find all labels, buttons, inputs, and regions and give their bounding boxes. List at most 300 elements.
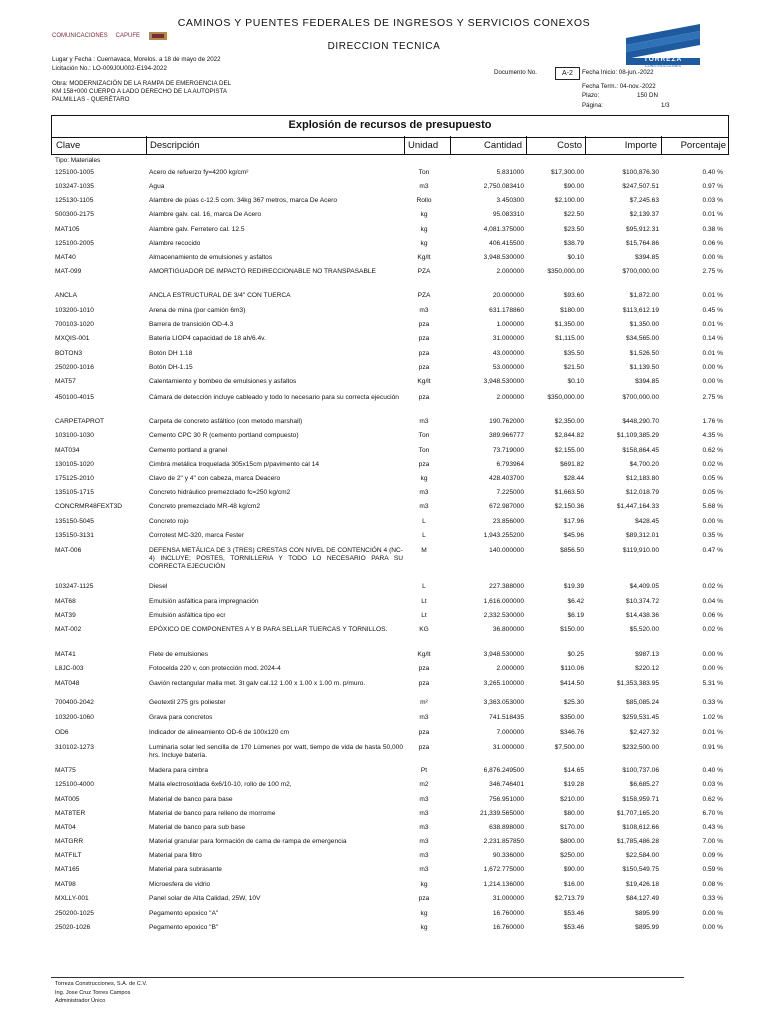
cell-cant: 31.000000 — [492, 744, 524, 751]
cell-un: kg — [420, 475, 428, 482]
cell-desc: Barrera de transición OD-4.3 — [149, 321, 234, 328]
header-importe: Importe — [624, 140, 657, 151]
cell-costo: $250.00 — [560, 852, 584, 859]
cell-imp: $1,872.00 — [629, 292, 659, 299]
cell-costo: $16.00 — [563, 881, 584, 888]
cell-un: Kg/lt — [417, 651, 431, 658]
cell-costo: $38.79 — [563, 240, 584, 247]
cell-clave: MAT75 — [55, 767, 76, 774]
cell-imp: $100,737.06 — [622, 767, 659, 774]
cell-cant: 21,339.565000 — [479, 810, 524, 817]
cell-imp: $22,584.00 — [625, 852, 659, 859]
cell-un: L — [422, 518, 426, 525]
cell-un: pza — [418, 461, 430, 468]
cell-pct: 7.00 % — [702, 838, 723, 845]
cell-un: Ton — [418, 432, 430, 439]
cell-cant: 53.000000 — [492, 364, 524, 371]
obra-line-2: KM 158+000 CUERPO A LADO DERECHO DE LA AUTOPISTA — [52, 88, 227, 95]
cell-un: m3 — [419, 183, 429, 190]
cell-desc: Geotextil 275 grs poliester — [149, 699, 226, 706]
cell-pct: 0.03 % — [702, 197, 723, 204]
cell-cant: 36.800000 — [492, 626, 524, 633]
cell-pct: 5.68 % — [702, 503, 723, 510]
cell-desc: Microesfera de vidrio — [149, 881, 211, 888]
cell-costo: $53.46 — [563, 910, 584, 917]
cell-imp: $89,312.01 — [625, 532, 659, 539]
cell-un: kg — [420, 240, 428, 247]
cell-cant: 5.831000 — [496, 169, 524, 176]
cell-un: Lt — [421, 598, 427, 605]
cell-cant: 3.450300 — [496, 197, 524, 204]
cell-clave: 25020-1026 — [55, 924, 91, 931]
cell-desc: Madera para cimbra — [149, 767, 209, 774]
cell-pct: 0.05 % — [702, 475, 723, 482]
cell-cant: 7.000000 — [496, 729, 524, 736]
cell-desc: Almacenamiento de emulsiones y asfaltos — [149, 254, 273, 261]
plazo-label: Plazo: — [582, 92, 600, 99]
cell-pct: 5.31 % — [702, 680, 723, 687]
cell-imp: $158,864.45 — [622, 447, 659, 454]
cell-costo: $14.65 — [563, 767, 584, 774]
cell-cant: 43.000000 — [492, 350, 524, 357]
header-descripcion: Descripción — [150, 140, 200, 151]
cell-cant: 20.000000 — [492, 292, 524, 299]
cell-clave: 130105-1020 — [55, 461, 94, 468]
cell-desc: Panel solar de Alta Calidad, 25W, 10V — [149, 895, 261, 902]
cell-un: Kg/lt — [417, 378, 431, 385]
cell-costo: $691.82 — [560, 461, 584, 468]
cell-desc: Material para filtro — [149, 852, 202, 859]
cell-desc: Calentamiento y bombeo de emulsiones y asfaltos — [149, 378, 297, 385]
cell-clave: 135150-5045 — [55, 518, 94, 525]
cell-clave: 310102-1273 — [55, 744, 94, 751]
table-title: Explosión de recursos de presupuesto — [288, 119, 492, 131]
cell-un: KG — [419, 626, 429, 633]
cell-costo: $150.00 — [560, 626, 584, 633]
cell-cant: 346.746401 — [489, 781, 524, 788]
pagina-value: 1/3 — [661, 102, 670, 109]
cell-imp: $1,447,164.33 — [616, 503, 659, 510]
cell-un: m3 — [419, 307, 429, 314]
cell-desc: Acero de refuerzo fy=4200 kg/cm² — [149, 169, 249, 176]
header-costo: Costo — [557, 140, 582, 151]
footer-role: Administrador Único — [55, 998, 106, 1005]
cell-costo: $414.50 — [560, 680, 584, 687]
cell-un: kg — [420, 910, 428, 917]
cell-desc: Alambre de púas c-12.5 com. 34kg 367 metros, marca De Acero — [149, 197, 338, 204]
cell-pct: 1.02 % — [702, 714, 723, 721]
cell-imp: $34,565.00 — [625, 335, 659, 342]
cell-pct: 2.75 % — [702, 268, 723, 275]
cell-imp: $895.99 — [635, 910, 659, 917]
cell-cant: 406.415500 — [489, 240, 524, 247]
cell-clave: 103100-1030 — [55, 432, 94, 439]
cell-imp: $108,612.66 — [622, 824, 659, 831]
cell-clave: MATFILT — [55, 852, 82, 859]
cell-costo: $80.00 — [563, 810, 584, 817]
cell-desc: DEFENSA METÁLICA DE 3 (TRES) CRESTAS CON NIVEL DE CONTENCIÓN 4 (NC-4) INCLUYE; POSTES, TORNILLERIA Y TODO LO NECESARIO PARA SU CORRECTA EJECUCIÓN — [149, 547, 403, 570]
cell-imp: $95,912.31 — [625, 226, 659, 233]
cell-cant: 16.760000 — [492, 910, 524, 917]
cell-cant: 6,876.249500 — [483, 767, 524, 774]
cell-desc: Cemento CPC 30 R (cemento portland compuesto) — [149, 432, 299, 439]
cell-desc: Luminaria solar led sencilla de 170 Lúmenes por watt, tiempo de vida de hasta 50,000 hrs. Incluye batería. — [149, 744, 403, 759]
cell-clave: 103200-1010 — [55, 307, 94, 314]
cell-pct: 0.05 % — [702, 489, 723, 496]
cell-desc: Pegamento epoxico "B" — [149, 924, 219, 931]
cell-clave: MAT57 — [55, 378, 76, 385]
cell-cant: 2,332.530000 — [483, 612, 524, 619]
cell-costo: $210.00 — [560, 796, 584, 803]
cell-clave: MAT-099 — [55, 268, 82, 275]
cell-costo: $1,350.00 — [554, 321, 584, 328]
cell-desc: Batería LIOP4 capacidad de 18 ah/6.4v. — [149, 335, 266, 342]
cell-costo: $19.39 — [563, 583, 584, 590]
cell-cant: 428.403700 — [489, 475, 524, 482]
cell-un: Kg/lt — [417, 254, 431, 261]
cell-cant: 2.000000 — [496, 394, 524, 401]
pagina-label: Página: — [582, 102, 603, 109]
cell-costo: $2,844.82 — [554, 432, 584, 439]
cell-costo: $180.00 — [560, 307, 584, 314]
cell-pct: 0.00 % — [702, 254, 723, 261]
cell-clave: BOTON3 — [55, 350, 82, 357]
cell-clave: MAT98 — [55, 881, 76, 888]
cell-un: pza — [418, 335, 430, 342]
cell-clave: MAT034 — [55, 447, 80, 454]
cell-un: kg — [420, 226, 428, 233]
cell-un: m2 — [419, 781, 429, 788]
cell-costo: $6.19 — [567, 612, 584, 619]
cell-un: m3 — [419, 866, 429, 873]
cell-un: pza — [418, 680, 430, 687]
cell-pct: 0.38 % — [702, 226, 723, 233]
cell-desc: Malla electrosoldada 6x6/10-10, rollo de 100 m2, — [149, 781, 292, 788]
cell-pct: 0.01 % — [702, 211, 723, 218]
header-cantidad: Cantidad — [483, 140, 522, 151]
cell-desc: Grava para concretos — [149, 714, 213, 721]
document-subtitle: DIRECCION TECNICA — [327, 41, 441, 52]
cell-pct: 0.08 % — [702, 881, 723, 888]
table-title-box — [51, 115, 729, 138]
cell-costo: $22.50 — [563, 211, 584, 218]
cell-un: m3 — [419, 852, 429, 859]
cell-costo: $35.50 — [563, 350, 584, 357]
cell-pct: 0.00 % — [702, 924, 723, 931]
cell-desc: Material de banco para sub base — [149, 824, 246, 831]
cell-un: pza — [418, 729, 430, 736]
cell-desc: Alambre galv. cal. 16, marca De Acero — [149, 211, 262, 218]
cell-un: m3 — [419, 714, 429, 721]
cell-cant: 631.178860 — [489, 307, 524, 314]
cell-pct: 0.02 % — [702, 583, 723, 590]
header-unidad: Unidad — [408, 140, 439, 151]
capufe-logo: CAPUFE — [115, 33, 141, 39]
cell-clave: MAT-006 — [55, 547, 82, 554]
cell-un: pza — [418, 321, 430, 328]
cell-pct: 0.40 % — [702, 169, 723, 176]
cell-clave: MAT40 — [55, 254, 76, 261]
cell-imp: $158,959.71 — [622, 796, 659, 803]
cell-un: L — [422, 583, 426, 590]
cell-un: m² — [420, 699, 428, 706]
cell-pct: 0.00 % — [702, 665, 723, 672]
cell-pct: 0.01 % — [702, 350, 723, 357]
cell-desc: Concreto premezclado MR-48 kg/cm2 — [149, 503, 261, 510]
cell-desc: Fotocelda 220 v, con protección mod. 2024-4 — [149, 665, 281, 672]
cell-un: PZA — [417, 292, 431, 299]
cell-clave: 125130-1105 — [55, 197, 94, 204]
cell-imp: $987.13 — [635, 651, 659, 658]
cell-clave: MXQIS-001 — [55, 335, 90, 342]
documento-value: A-2 — [555, 67, 580, 80]
cell-costo: $17.96 — [563, 518, 584, 525]
cell-un: Rollo — [416, 197, 432, 204]
cell-imp: $700,000.00 — [622, 268, 659, 275]
cell-pct: 0.03 % — [702, 781, 723, 788]
cell-imp: $14,438.36 — [625, 612, 659, 619]
cell-clave: MATGRR — [55, 838, 84, 845]
government-logos — [52, 31, 168, 41]
cell-imp: $1,109,385.29 — [616, 432, 659, 439]
cell-imp: $12,183.80 — [625, 475, 659, 482]
cell-pct: 0.01 % — [702, 321, 723, 328]
cell-desc: Alambre galv. Ferretero cal. 12.5 — [149, 226, 245, 233]
cell-imp: $84,127.49 — [625, 895, 659, 902]
cell-pct: 4.35 % — [702, 432, 723, 439]
cell-desc: Cámara de detección incluye cableado y todo lo necesario para su correcta ejecución — [149, 394, 399, 401]
cell-clave: CARPETAPROT — [55, 418, 104, 425]
cell-cant: 95.083310 — [492, 211, 524, 218]
obra-line-3: PALMILLAS - QUERÉTARO — [52, 96, 130, 103]
cell-un: Pt — [420, 767, 428, 774]
cell-pct: 0.00 % — [702, 518, 723, 525]
cell-clave: 103247-1125 — [55, 583, 94, 590]
cell-cant: 1,672.775000 — [483, 866, 524, 873]
cell-imp: $1,707,165.20 — [616, 810, 659, 817]
cell-costo: $2,713.79 — [554, 895, 584, 902]
cell-desc: Clavo de 2" y 4" con cabeza, marca Deacero — [149, 475, 281, 482]
cell-pct: 0.33 % — [702, 895, 723, 902]
cell-cant: 2.000000 — [496, 665, 524, 672]
cell-imp: $15,764.86 — [625, 240, 659, 247]
cell-un: Ton — [418, 447, 430, 454]
cell-pct: 0.00 % — [702, 378, 723, 385]
cell-cant: 756.951000 — [489, 796, 524, 803]
cell-costo: $90.00 — [563, 183, 584, 190]
cell-desc: Cemento portland a granel — [149, 447, 228, 454]
cell-pct: 0.40 % — [702, 767, 723, 774]
cell-imp: $1,526.50 — [629, 350, 659, 357]
cell-pct: 0.02 % — [702, 461, 723, 468]
cell-cant: 2,750.083410 — [483, 183, 524, 190]
cell-desc: Corrotest MC-320, marca Fester — [149, 532, 244, 539]
cell-cant: 1.000000 — [496, 321, 524, 328]
cell-imp: $259,531.45 — [622, 714, 659, 721]
cell-imp: $12,018.79 — [625, 489, 659, 496]
cell-pct: 0.00 % — [702, 910, 723, 917]
cell-imp: $7,245.63 — [629, 197, 659, 204]
cell-costo: $2,155.00 — [554, 447, 584, 454]
cell-pct: 0.91 % — [702, 744, 723, 751]
cell-imp: $1,350.00 — [629, 321, 659, 328]
cell-clave: 500300-2175 — [55, 211, 94, 218]
cell-imp: $113,612.19 — [622, 307, 659, 314]
cell-costo: $0.10 — [567, 254, 584, 261]
cell-clave: MAT8TER — [55, 810, 86, 817]
cell-pct: 0.14 % — [702, 335, 723, 342]
cell-imp: $394.85 — [635, 378, 659, 385]
cell-imp: $150,549.75 — [622, 866, 659, 873]
cell-clave: MAT41 — [55, 651, 76, 658]
cell-desc: Gavión rectangular malla met. 3t galv cal.12 1.00 x 1.00 x 1.00 m. p/muro. — [149, 680, 366, 687]
cell-clave: ANCLA — [55, 292, 77, 299]
cell-clave: 250200-1016 — [55, 364, 94, 371]
cell-imp: $4,700.20 — [629, 461, 659, 468]
header-porcentaje: Porcentaje — [680, 140, 726, 151]
cell-costo: $1,115.00 — [555, 335, 584, 342]
cell-clave: MAT005 — [55, 796, 80, 803]
cell-costo: $28.44 — [563, 475, 584, 482]
cell-pct: 0.06 % — [702, 240, 723, 247]
cell-imp: $5,520.00 — [629, 626, 659, 633]
cell-pct: 0.62 % — [702, 447, 723, 454]
cell-cant: 741.518435 — [489, 714, 524, 721]
cell-desc: Botón DH 1.18 — [149, 350, 193, 357]
cell-imp: $19,426.18 — [625, 881, 659, 888]
cell-cant: 3,363.053000 — [483, 699, 524, 706]
cell-costo: $856.50 — [560, 547, 584, 554]
cell-clave: MAT165 — [55, 866, 80, 873]
fecha-inicio: Fecha Inicio: 08-jun.-2022 — [582, 69, 654, 76]
torreza-logo-text: TORREZA — [643, 56, 683, 63]
cell-clave: MAT04 — [55, 824, 76, 831]
cell-desc: Arena de mina (por camión 6m3) — [149, 307, 246, 314]
cell-cant: 672.987000 — [489, 503, 524, 510]
cell-desc: Cimbra metálica troquelada 305x15cm p/pavimento cal 14 — [149, 461, 320, 468]
footer-company: Torreza Construcciones, S.A. de C.V. — [55, 981, 148, 987]
cell-desc: Concreto hidráulico premezclado fc=250 kg/cm2 — [149, 489, 291, 496]
cell-imp: $895.99 — [635, 924, 659, 931]
cell-clave: 103200-1060 — [55, 714, 94, 721]
cell-cant: 4,081.375000 — [483, 226, 524, 233]
cell-desc: Emulsión asfáltica para impregnación — [149, 598, 259, 605]
cell-imp: $2,139.37 — [629, 211, 659, 218]
cell-cant: 3,948.530000 — [483, 651, 524, 658]
cell-clave: 125100-4000 — [55, 781, 94, 788]
cell-un: Ton — [418, 169, 430, 176]
documento-label: Documento No. — [494, 69, 537, 76]
cell-clave: MAT39 — [55, 612, 76, 619]
cell-pct: 0.59 % — [702, 866, 723, 873]
cell-clave: 125100-2005 — [55, 240, 94, 247]
cell-clave: 450100-4015 — [55, 394, 94, 401]
cell-cant: 3,265.100000 — [483, 680, 524, 687]
cell-desc: Diesel — [149, 583, 168, 590]
cell-desc: Material para subrasante — [149, 866, 222, 873]
cell-costo: $350,000.00 — [547, 268, 584, 275]
tipo-materiales: Tipo: Materiales — [55, 157, 101, 164]
cell-cant: 23.856000 — [492, 518, 524, 525]
cell-clave: MAT68 — [55, 598, 76, 605]
cell-costo: $45.96 — [563, 532, 584, 539]
cell-clave: MXLLY-001 — [55, 895, 89, 902]
cell-un: pza — [418, 665, 430, 672]
cell-costo: $6.42 — [567, 598, 584, 605]
cell-costo: $350,000.00 — [547, 394, 584, 401]
cell-imp: $1,139.50 — [629, 364, 659, 371]
cell-desc: Pegamento epoxico "A" — [149, 910, 219, 917]
cell-costo: $53.46 — [563, 924, 584, 931]
cell-cant: 1,943.255200 — [483, 532, 524, 539]
cell-pct: 1.76 % — [702, 418, 723, 425]
cell-cant: 190.762000 — [489, 418, 524, 425]
cell-un: m3 — [419, 503, 429, 510]
cell-costo: $23.50 — [563, 226, 584, 233]
cell-pct: 2.75 % — [702, 394, 723, 401]
cell-clave: 175125-2010 — [55, 475, 94, 482]
cell-imp: $220.12 — [635, 665, 659, 672]
cell-pct: 0.97 % — [702, 183, 723, 190]
cell-un: kg — [420, 881, 428, 888]
cell-imp: $85,085.24 — [625, 699, 659, 706]
plazo-value: 150 DN — [637, 92, 658, 99]
footer-signature — [55, 980, 147, 1006]
cell-un: PZA — [417, 268, 431, 275]
cell-cant: 2.000000 — [496, 268, 524, 275]
cell-un: m3 — [419, 810, 429, 817]
cell-desc: Material granular para formación de cama de rampa de emergencia — [149, 838, 347, 845]
footer-divider — [51, 977, 684, 978]
cell-imp: $700,000.00 — [622, 394, 659, 401]
cell-un: pza — [418, 895, 430, 902]
cell-cant: 6.793964 — [496, 461, 524, 468]
lugar-fecha: Lugar y Fecha : Cuernavaca, Morelos. a 18 de mayo de 2022 — [52, 56, 221, 63]
cell-imp: $6,685.27 — [629, 781, 659, 788]
cell-cant: 1,616.000000 — [483, 598, 524, 605]
cell-un: m3 — [419, 489, 429, 496]
cell-cant: 638.898000 — [489, 824, 524, 831]
cell-imp: $100,876.30 — [622, 169, 659, 176]
cell-costo: $19.28 — [563, 781, 584, 788]
cell-cant: 140.000000 — [489, 547, 524, 554]
cell-pct: 0.45 % — [702, 307, 723, 314]
cell-cant: 31.000000 — [492, 895, 524, 902]
cell-imp: $1,785,486.28 — [616, 838, 659, 845]
cell-costo: $7,500.00 — [554, 744, 584, 751]
cell-cant: 389.966777 — [489, 432, 524, 439]
cell-desc: Material de banco para relleno de morrome — [149, 810, 276, 817]
cell-un: m3 — [419, 418, 429, 425]
table-header — [51, 136, 729, 155]
cell-un: pza — [418, 744, 430, 751]
cell-costo: $93.60 — [563, 292, 584, 299]
cell-un: pza — [418, 350, 430, 357]
obra-line-1: Obra: MODERNIZACIÓN DE LA RAMPA DE EMERGENCIA DEL — [52, 80, 232, 87]
cell-imp: $247,507.51 — [622, 183, 659, 190]
cell-cant: 2,231.857850 — [483, 838, 524, 845]
cell-clave: MAT-002 — [55, 626, 82, 633]
cell-clave: 135150-3131 — [55, 532, 94, 539]
cell-desc: Carpeta de concreto asfáltico (con metodo marshall) — [149, 418, 303, 425]
cell-pct: 0.00 % — [702, 364, 723, 371]
cell-cant: 90.336000 — [492, 852, 524, 859]
cell-pct: 0.00 % — [702, 651, 723, 658]
cell-pct: 0.01 % — [702, 729, 723, 736]
cell-un: m3 — [419, 838, 429, 845]
cell-cant: 73.719000 — [492, 447, 524, 454]
cell-clave: OD6 — [55, 729, 69, 736]
